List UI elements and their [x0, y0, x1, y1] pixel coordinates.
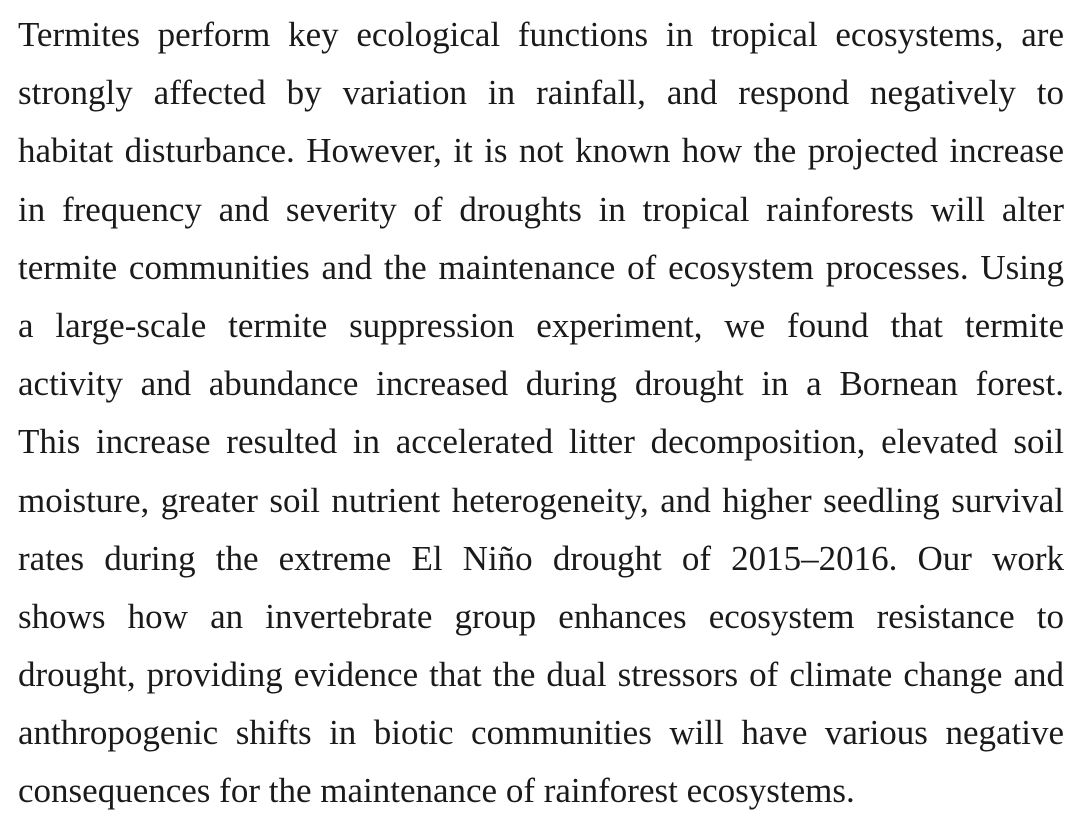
text-line: moisture, greater soil nutrient heterogeneity, and higher seedling survival [18, 480, 1064, 520]
text-line: strongly affected by variation in rainfall, and respond negatively to [18, 73, 1064, 113]
abstract-paragraph [18, 6, 1064, 821]
text-line: Termites perform key ecological functions in tropical ecosystems, are [18, 15, 1064, 54]
text-line: drought, providing evidence that the dual stressors of climate change and [18, 655, 1064, 695]
text-line: consequences for the maintenance of rainforest ecosystems. [18, 771, 855, 811]
text-line: in frequency and severity of droughts in tropical rainforests will alter [18, 189, 1064, 229]
text-line: a large-scale termite suppression experiment, we found that termite [18, 305, 1064, 345]
text-line: activity and abundance increased during drought in a Bornean forest. [18, 364, 1064, 404]
text-line: anthropogenic shifts in biotic communities will have various negative [18, 713, 1064, 753]
text-line: termite communities and the maintenance of ecosystem processes. Using [18, 247, 1064, 287]
text-line: habitat disturbance. However, it is not known how the projected increase [18, 131, 1064, 171]
text-line: rates during the extreme El Niño drought of 2015–2016. Our work [18, 538, 1064, 578]
text-line: This increase resulted in accelerated litter decomposition, elevated soil [18, 422, 1064, 462]
text-line: shows how an invertebrate group enhances ecosystem resistance to [18, 596, 1064, 636]
